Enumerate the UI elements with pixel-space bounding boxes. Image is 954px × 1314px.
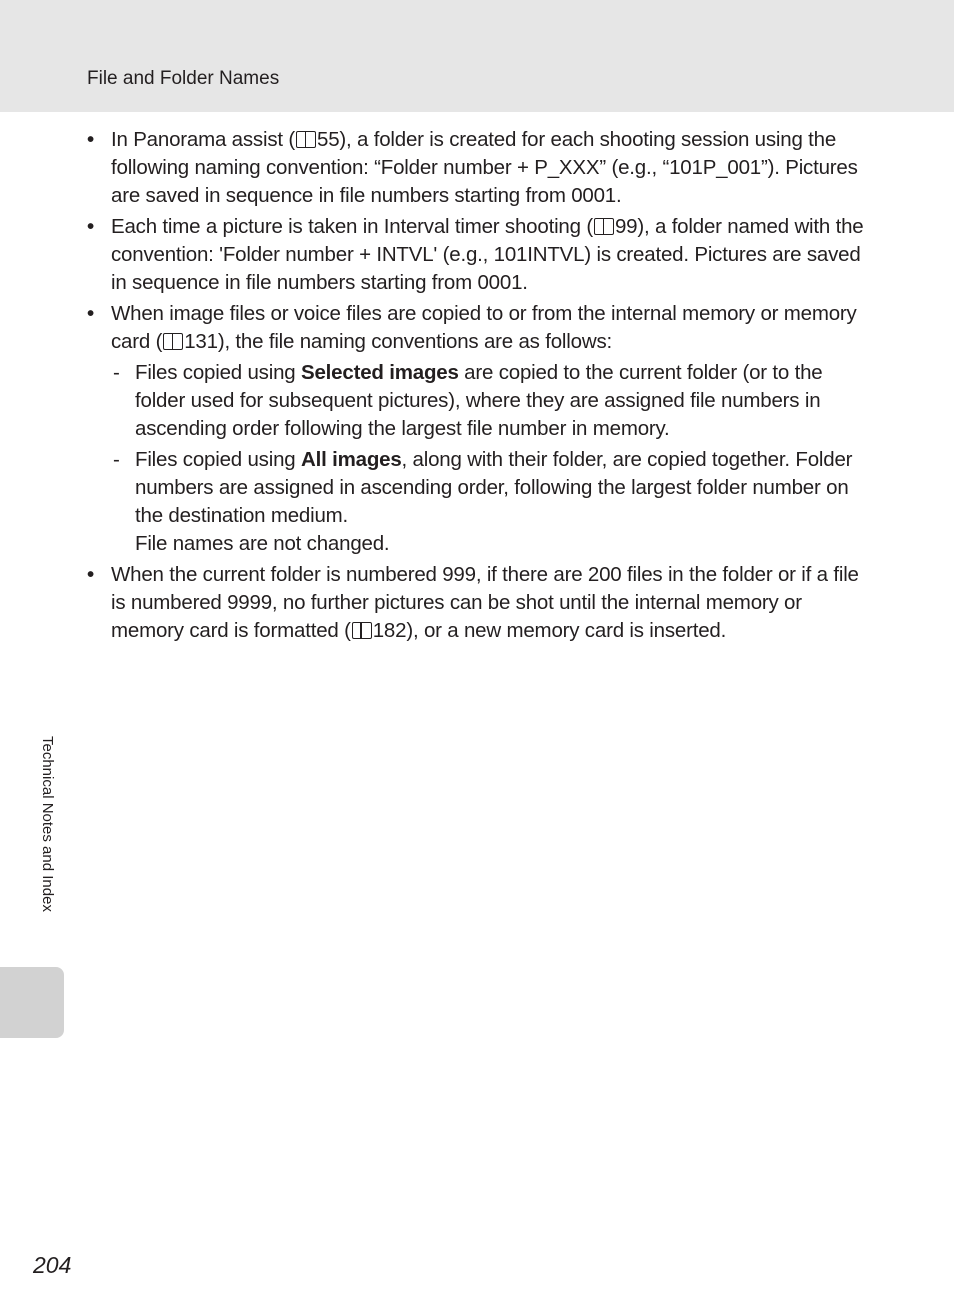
- sub-item-text: Files copied using: [135, 448, 301, 471]
- bullet-item-interval-timer: [87, 213, 877, 297]
- bullet-item-folder-limit: [87, 561, 877, 645]
- bullet-text: When the current folder is numbered 999, if there are 200 files in the folder or if a file is numbered 9999, no further pictures can be shot until the internal memory or memory card is formatted (: [111, 563, 859, 642]
- bullet-text: Each time a picture is taken in Interval timer shooting (: [111, 215, 593, 238]
- page-reference: 182: [372, 619, 407, 642]
- sub-item-text: Files copied using: [135, 361, 301, 384]
- sidebar-section-tab: [0, 967, 64, 1038]
- header-band: [0, 0, 954, 112]
- bullet-item-panorama: [87, 126, 877, 210]
- sub-item-text: are copied to the current folder (or to the folder used for subsequent pictures), where they are assigned file numbers in ascending order following the largest file number in memory.: [135, 361, 823, 440]
- book-reference-icon: [352, 622, 372, 639]
- bullet-text: ), a folder named with the convention: 'Folder number + INTVL' (e.g., 101INTVL) is created. Pictures are saved in sequence in file numbers starting from 0001.: [111, 215, 864, 294]
- page-reference: 55: [317, 128, 340, 151]
- bullet-dot: •: [87, 302, 94, 325]
- option-name-all-images: All images: [301, 448, 402, 471]
- option-name-selected-images: Selected images: [301, 361, 459, 384]
- sub-item-text: , along with their folder, are copied together. Folder numbers are assigned in ascending order, following the largest folder number on the destination medium.: [135, 448, 853, 527]
- page-reference: 131: [184, 330, 218, 353]
- sub-item-selected-images: [111, 359, 877, 443]
- book-reference-icon: [296, 131, 316, 148]
- bullet-dot: •: [87, 215, 94, 238]
- dash-marker: -: [113, 361, 120, 384]
- page-number: 204: [33, 1252, 72, 1278]
- book-reference-icon: [594, 218, 614, 235]
- bullet-text: When image files or voice files are copied to or from the internal memory or memory card (: [111, 302, 857, 353]
- page-reference: 99: [614, 215, 638, 238]
- bullet-item-copying: [87, 300, 877, 558]
- dash-marker: -: [113, 448, 120, 471]
- bullet-text: ), a folder is created for each shooting session using the following naming convention: “Folder number + P_XXX” (e.g., “101P_001”). Pictures are saved in sequence in file numbers starting from 0001.: [111, 128, 858, 207]
- sidebar-section-label: [37, 736, 57, 966]
- sub-item-all-images: [111, 446, 877, 558]
- section-title: File and Folder Names: [87, 68, 280, 89]
- bullet-text: ), or a new memory card is inserted.: [406, 619, 727, 642]
- bullet-dot: •: [87, 563, 94, 586]
- book-reference-icon: [163, 333, 183, 350]
- sidebar-label-text: Technical Notes and Index: [39, 736, 56, 912]
- sub-list: [111, 359, 877, 558]
- bullet-text: In Panorama assist (: [111, 128, 295, 151]
- sub-item-note: File names are not changed.: [135, 532, 390, 555]
- main-content: [87, 126, 877, 648]
- bullet-text: ), the file naming conventions are as follows:: [217, 330, 612, 353]
- bullet-dot: •: [87, 128, 94, 151]
